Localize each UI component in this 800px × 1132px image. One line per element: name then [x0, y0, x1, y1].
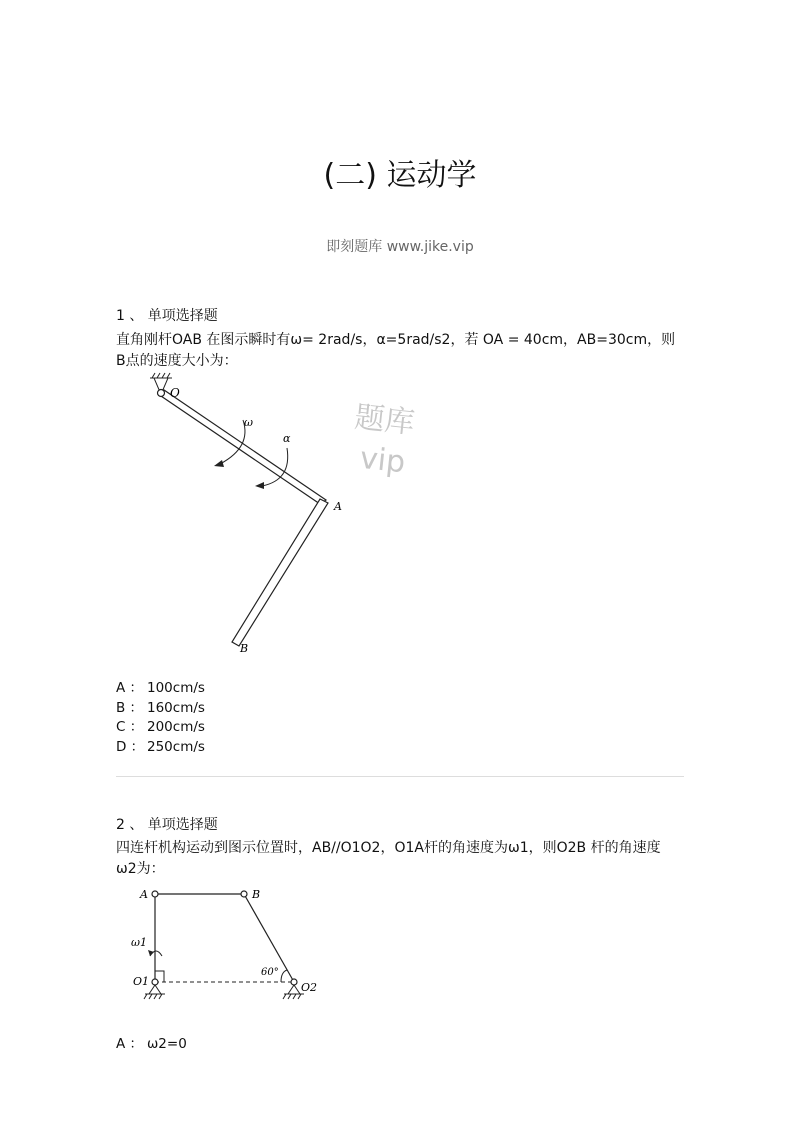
joint-a [152, 891, 158, 897]
question-2-number: 2 、 单项选择题 [116, 817, 218, 833]
joint-b [241, 891, 247, 897]
angle-arc [281, 970, 287, 982]
label-b: B [240, 642, 249, 655]
label-a: A [334, 500, 342, 513]
page-title: (二) 运动学 [323, 158, 477, 193]
question-2-options [116, 1035, 187, 1055]
option[interactable]: C ： 200cm/s [116, 719, 205, 735]
label-omega: ω [244, 416, 253, 429]
option[interactable]: A ： ω2=0 [116, 1036, 187, 1052]
question-1-text: 直角刚杆OAB 在图示瞬时有ω= 2rad/s，α=5rad/s2，若 OA = 40cm，AB=30cm，则B点的速度大小为： [116, 332, 676, 369]
label-o: O [170, 386, 180, 400]
pivot-o [158, 390, 165, 397]
divider [116, 776, 684, 777]
label-o1: O1 [133, 975, 150, 988]
label-b: B [252, 888, 261, 901]
watermark-line-1: 题库 [352, 399, 417, 442]
bar-oa [158, 390, 326, 504]
question-1-figure [140, 372, 350, 657]
page-subtitle: 即刻题库 www.jike.vip [326, 239, 474, 255]
question-2-text: 四连杆机构运动到图示位置时，AB//O1O2，O1A杆的角速度为ω1，则O2B 杆的角速度ω2为： [116, 840, 661, 877]
question-1-number: 1 、 单项选择题 [116, 308, 218, 324]
question-2-figure [125, 884, 335, 1009]
label-angle: 60° [261, 967, 279, 978]
label-alpha: α [283, 432, 291, 445]
option[interactable]: D ： 250cm/s [116, 738, 205, 755]
option[interactable]: A ： 100cm/s [116, 680, 205, 696]
bar-ab [232, 499, 328, 646]
label-o2: O2 [301, 981, 318, 994]
option[interactable]: B ： 160cm/s [116, 699, 205, 716]
watermark-line-2: vip [358, 440, 407, 481]
label-omega1: ω1 [131, 936, 147, 949]
label-a: A [140, 888, 148, 901]
question-1-options [116, 679, 205, 757]
